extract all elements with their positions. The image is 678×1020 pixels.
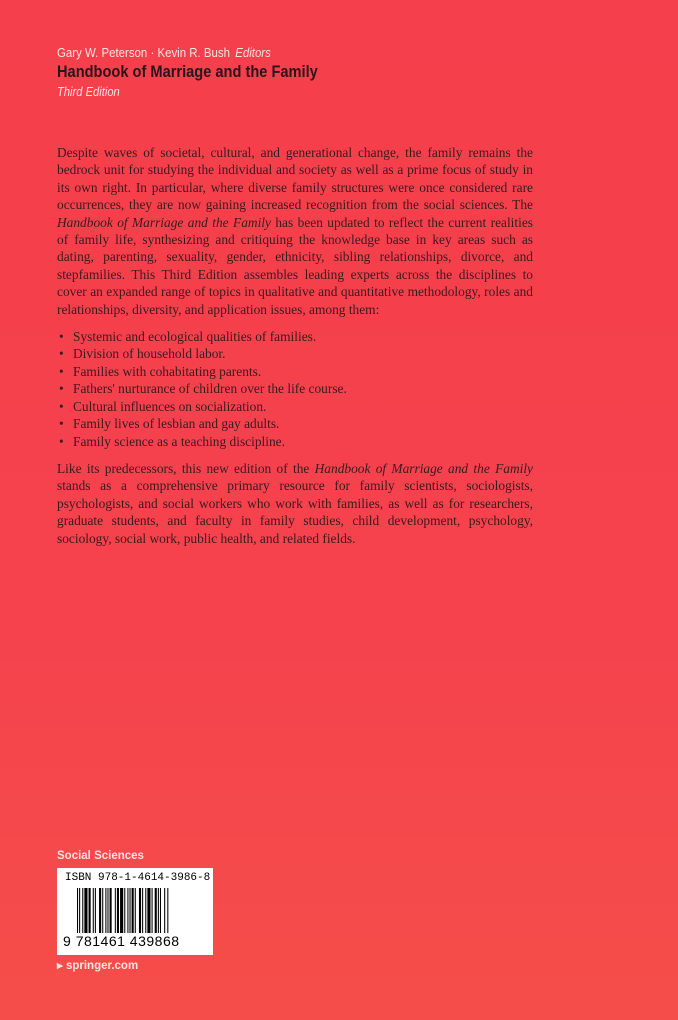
book-title: Handbook of Marriage and the Family — [57, 62, 318, 81]
barcode-bar — [105, 888, 106, 934]
barcode-bar — [89, 888, 91, 934]
barcode-bar — [147, 888, 150, 934]
barcode-digit: 9 — [63, 933, 72, 949]
paragraph-closing — [57, 460, 533, 547]
barcode-bar — [145, 888, 146, 934]
barcode-bar — [115, 888, 116, 934]
editors-role: Editors — [235, 45, 271, 60]
barcode-digits: 781461 439868 — [75, 933, 180, 949]
barcode-number — [61, 933, 182, 949]
barcode-bar — [139, 888, 141, 934]
topic-list — [57, 328, 533, 450]
list-item: • Families with cohabitating parents. — [57, 363, 533, 380]
barcode-box — [57, 868, 213, 955]
list-item: • Division of household labor. — [57, 345, 533, 362]
list-item: • Fathers' nurturance of children over the life course. — [57, 380, 533, 397]
barcode-bar — [160, 888, 161, 934]
text: stands as a comprehensive primary resource for family scientists, sociologists, psychologists, and social workers who work with families, as well as for researchers, graduate students, and faculty in family studies, child development, psychology, sociology, social work, public health, and related fields. — [57, 478, 533, 546]
barcode-bar — [93, 888, 94, 934]
text: Like its predecessors, this new edition of the — [57, 460, 315, 476]
title-ref: Handbook of Marriage and the Family — [57, 214, 271, 230]
barcode-bar — [102, 888, 103, 934]
barcode-bar — [127, 888, 128, 934]
barcode-bar — [158, 888, 159, 934]
title-ref: Handbook of Marriage and the Family — [314, 460, 533, 476]
barcode-bar — [142, 888, 143, 934]
barcode-bar — [155, 888, 157, 934]
list-item: • Family lives of lesbian and gay adults. — [57, 415, 533, 432]
barcode-bar — [120, 888, 123, 934]
list-item: • Family science as a teaching discipline. — [57, 433, 533, 450]
list-item: • Systemic and ecological qualities of families. — [57, 328, 533, 345]
barcode-bar — [107, 888, 108, 934]
barcode-bar — [95, 888, 96, 934]
list-item: • Cultural influences on socialization. — [57, 398, 533, 415]
barcode-bar — [130, 888, 131, 934]
text: has been updated to reflect the current realities of family life, synthesizing and critiquing the knowledge base in key areas such as dating, parenting, sexuality, gender, ethnicity, sibling relationships, divorce, and stepfamilies. This Third Edition assembles leading experts across the disciplines to cover an expanded range of topics in qualitative and quantitative methodology, roles and relationships, diversity, and application issues, among them: — [57, 214, 534, 317]
barcode-bar — [99, 888, 101, 934]
cover-header — [57, 45, 360, 99]
paragraph-intro — [57, 144, 533, 318]
barcode-bar — [117, 888, 119, 934]
author-names: Gary W. Peterson · Kevin R. Bush — [57, 45, 230, 60]
barcode-bar — [82, 888, 83, 934]
barcode-bar — [152, 888, 153, 934]
barcode-bar — [135, 888, 136, 934]
edition: Third Edition — [57, 84, 120, 99]
isbn-text: ISBN 978-1-4614-3986-8 — [65, 872, 211, 884]
text: Despite waves of societal, cultural, and generational change, the family remains the bedrock unit for studying the individual and society as well as a prime focus of study in its own right. In particular, where diverse family structures were once considered rare occurrences, they are now gaining increased recognition from the social sciences. The — [57, 145, 533, 213]
book-description — [57, 144, 533, 547]
barcode-bar — [84, 888, 87, 934]
publisher-link[interactable]: ▸ springer.com — [57, 960, 139, 972]
barcode-bar — [132, 888, 134, 934]
category-label: Social Sciences — [57, 850, 144, 862]
barcode-bar — [164, 888, 165, 934]
editors — [57, 45, 324, 60]
barcode-bar — [110, 888, 112, 934]
